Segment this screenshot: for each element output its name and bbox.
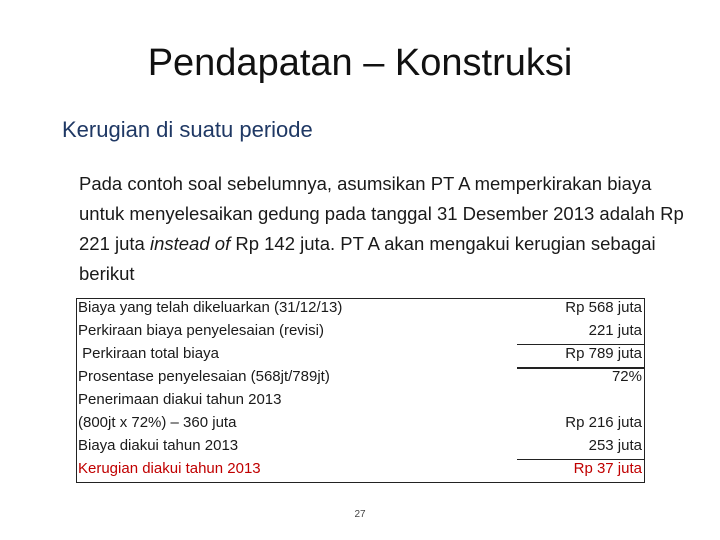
table-row-loss [77,460,644,483]
loss-value: Rp 37 juta [573,460,642,477]
row-label: Prosentase penyelesaian (568jt/789jt) [78,368,330,385]
intro-paragraph [79,169,689,289]
row-label: Penerimaan diakui tahun 2013 [78,391,282,408]
table-row [77,299,644,322]
row-value: Rp 789 juta [565,345,642,362]
paragraph-text-2: Rp 142 juta. PT A akan mengakui kerugian sebagai berikut [79,233,656,284]
row-value: Rp 216 juta [565,414,642,431]
row-value: 221 juta [588,322,642,339]
table-row [77,345,644,368]
row-value: 72% [611,368,642,385]
paragraph-text-1: Pada contoh soal sebelumnya, asumsikan PT A memperkirakan biaya untuk menyelesaikan gedung pada tanggal 31 Desember 2013 adalah Rp 221 juta [79,173,684,254]
table-row [77,437,644,460]
table-row [77,322,644,345]
row-label: Perkiraan total biaya [78,345,219,362]
row-label: (800jt x 72%) – 360 juta [78,414,237,431]
row-value: 253 juta [588,437,642,454]
table-row [77,391,644,414]
row-label: Biaya yang telah dikeluarkan (31/12/13) [78,299,343,316]
slide-subtitle: Kerugian di suatu periode [62,117,313,142]
loss-label: Kerugian diakui tahun 2013 [78,460,261,477]
calculation-table [76,298,645,483]
row-label: Biaya diakui tahun 2013 [78,437,239,454]
slide-title: Pendapatan – Konstruksi [147,42,573,84]
table-row [77,414,644,437]
page-number: 27 [354,509,366,520]
table-row [77,368,644,391]
row-value: Rp 568 juta [565,299,642,316]
paragraph-italic: instead of [149,233,231,254]
row-label: Perkiraan biaya penyelesaian (revisi) [78,322,324,339]
